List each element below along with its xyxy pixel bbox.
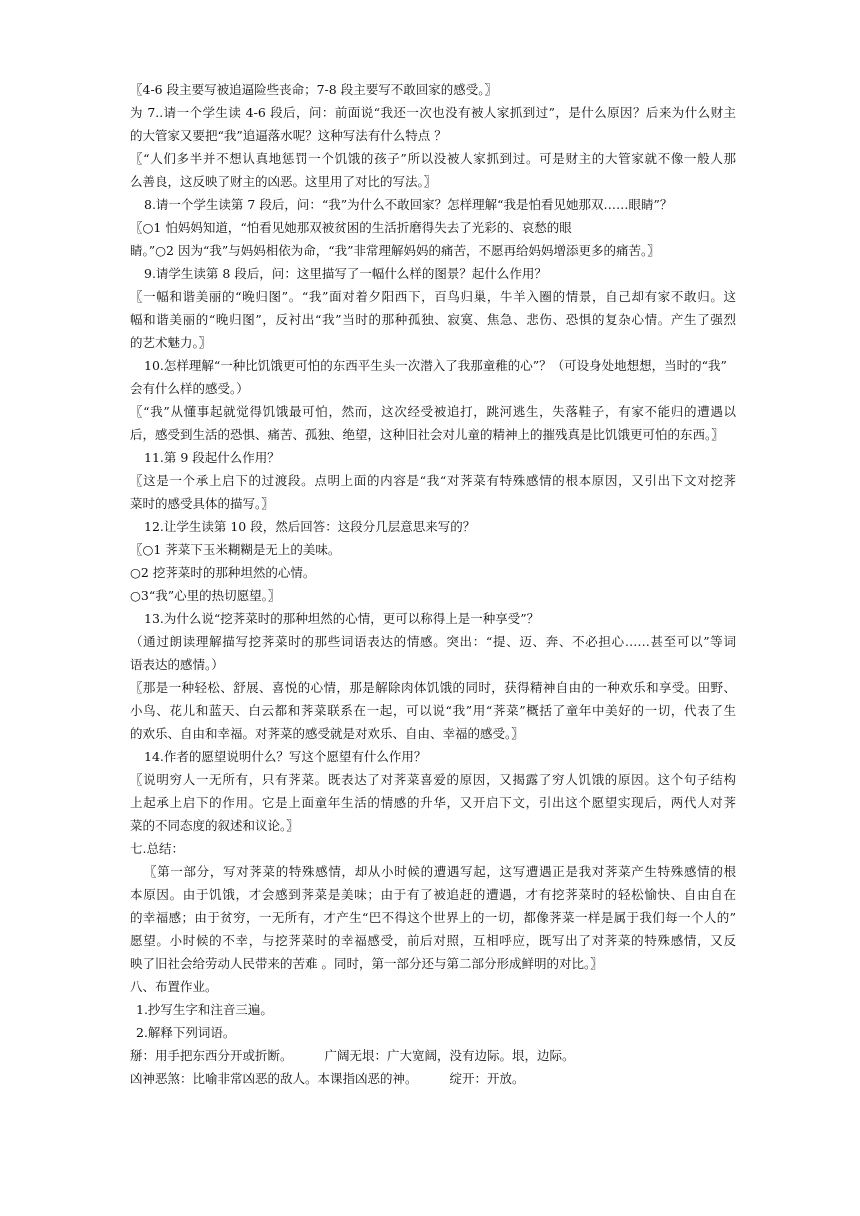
question-14: 14.作者的愿望说明什么？写这个愿望有什么作用？ <box>144 749 427 764</box>
vocab-line <box>130 1044 736 1067</box>
text-line: 〖○1 荠菜下玉米糊糊是无上的美味。 <box>130 542 341 557</box>
section-heading-summary: 七.总结： <box>130 841 184 856</box>
text-line: 么善良，这反映了财主的凶恶。这里用了对比的写法。〗 <box>130 174 437 189</box>
text-line: 的欢乐、自由和幸福。对荠菜的感受就是对欢乐、自由、幸福的感受。〗 <box>130 726 524 741</box>
text-line: 〖4-6 段主要写被追逼险些丧命；7-8 段主要写不敢回家的感受。〗 <box>130 82 497 97</box>
text-line: 幅和谐美丽的“晚归图”，反衬出“我”当时的那种孤独、寂寞、焦急、悲伤、恐惧的复杂心情。产生了强烈 <box>130 312 736 327</box>
question-13: 13.为什么说“挖荠菜时的那种坦然的心情，更可以称得上是一种享受”？ <box>144 611 540 626</box>
text-line: 〖那是一种轻松、舒展、喜悦的心情，那是解除肉体饥饿的同时，获得精神自由的一种欢乐和享受。田野、 <box>130 680 736 695</box>
text-line: 上起承上启下的作用。它是上面童年生活的情感的升华，又开启下文，引出这个愿望实现后，两代人对荠 <box>130 795 736 810</box>
text-line: ○3“我”心里的热切愿望。〗 <box>130 588 281 603</box>
text-line: 本原因。由于饥饿，才会感到荠菜是美味；由于有了被追赶的遭遇，才有挖荠菜时的轻松愉快、自由自在 <box>130 887 736 902</box>
text-line: 菜的不同态度的叙述和议论。〗 <box>130 818 299 833</box>
text-line: 的艺术魅力。〗 <box>130 335 212 350</box>
text-line: 映了旧社会给劳动人民带来的苦难 。同时，第一部分还与第二部分形成鲜明的对比。〗 <box>130 956 603 971</box>
text-line: 〖这是一个承上启下的过渡段。点明上面的内容是“我“对荠菜有特殊感情的根本原因，又引出下文对挖荠 <box>130 473 736 488</box>
question-9: 9.请学生读第 8 段后，问：这里描写了一幅什么样的图景？起什么作用？ <box>144 266 547 281</box>
text-line: 会有什么样的感受。） <box>130 381 249 396</box>
question-12: 12.让学生读第 10 段，然后回答：这段分几层意思来写的？ <box>144 519 476 534</box>
text-line: 愿望。小时候的不幸，与挖荠菜时的幸福感受，前后对照，互相呼应，既写出了对荠菜的特殊感情，又反 <box>130 933 736 948</box>
text-line: 〖“我”从懂事起就觉得饥饿最可怕，然而，这次经受被追打，跳河逃生，失落鞋子，有家不能归的遭遇以 <box>130 404 736 419</box>
question-8: 8.请一个学生读第 7 段后，问：“我”为什么不敢回家？怎样理解“我是怕看见她那双……眼睛”？ <box>144 197 673 212</box>
vocab-entry: 掰：用手把东西分开或折断。 <box>130 1048 293 1063</box>
text-line: 〖○1 怕妈妈知道，“怕看见她那双被贫困的生活折磨得失去了光彩的、哀愁的眼 <box>130 220 572 235</box>
homework-item-1: 1.抄写生字和注音三遍。 <box>136 1002 273 1017</box>
section-heading-homework: 八、布置作业。 <box>130 979 218 994</box>
homework-item-2: 2.解释下列词语。 <box>136 1025 236 1040</box>
text-line: 〖第一部分，写对荠菜的特殊感情，却从小时候的遭遇写起，这写遭遇正是我对荠菜产生特殊感情的根 <box>144 864 736 879</box>
text-line: 为 7..请一个学生读 4-6 段后，问：前面说“我还一次也没有被人家抓到过”，是什么原因？后来为什么财主 <box>130 105 736 120</box>
text-line: 菜时的感受具体的描写。〗 <box>130 496 274 511</box>
text-line: ○2 挖荠菜时的那种坦然的心情。 <box>130 565 316 580</box>
vocab-entry: 广阔无垠：广大宽阔，没有边际。垠，边际。 <box>324 1048 575 1063</box>
text-line: 的大管家又要把“我”追逼落水呢？这种写法有什么特点 ？ <box>130 128 447 143</box>
vocab-line <box>130 1067 736 1090</box>
text-line: 〖一幅和谐美丽的“晚归图”。“我”面对着夕阳西下，百鸟归巢，牛羊入圈的情景，自己却有家不敢归。这 <box>130 289 736 304</box>
text-line: 睛。”○2 因为“我”与妈妈相依为命，“我”非常理解妈妈的痛苦，不愿再给妈妈增添更多的痛苦。〗 <box>130 243 660 258</box>
question-10: 10.怎样理解“一种比饥饿更可怕的东西平生头一次潜入了我那童稚的心”？（可设身处地想想，当时的“我” <box>144 358 727 373</box>
text-line: 语表达的感情。） <box>130 657 224 672</box>
vocab-entry: 绽开：开放。 <box>449 1071 525 1086</box>
vocab-entry: 凶神恶煞：比喻非常凶恶的敌人。本课指凶恶的神。 <box>130 1071 418 1086</box>
text-line: 小鸟、花儿和蓝天、白云都和荠菜联系在一起，可以说“我”用“荠菜”概括了童年中美好的一切，代表了生 <box>130 703 736 718</box>
document-page <box>130 78 736 1090</box>
text-line: （通过朗读理解描写挖荠菜时的那些词语表达的情感。突出：“提、迈、奔、不必担心……甚至可以”等词 <box>130 634 736 649</box>
text-line: 后，感受到生活的恐惧、痛苦、孤独、绝望，这种旧社会对儿童的精神上的摧残真是比饥饿更可怕的东西。〗 <box>130 427 724 442</box>
question-11: 11.第 9 段起什么作用？ <box>144 450 280 465</box>
text-line: 的幸福感；由于贫穷，一无所有，才产生“巴不得这个世界上的一切，都像荠菜一样是属于我们每一个人的” <box>130 910 736 925</box>
text-line: 〖说明穷人一无所有，只有荠菜。既表达了对荠菜喜爱的原因，又揭露了穷人饥饿的原因。这个句子结构 <box>130 772 736 787</box>
text-line: 〖“人们多半并不想认真地惩罚一个饥饿的孩子”所以没被人家抓到过。可是财主的大管家就不像一般人那 <box>130 151 736 166</box>
